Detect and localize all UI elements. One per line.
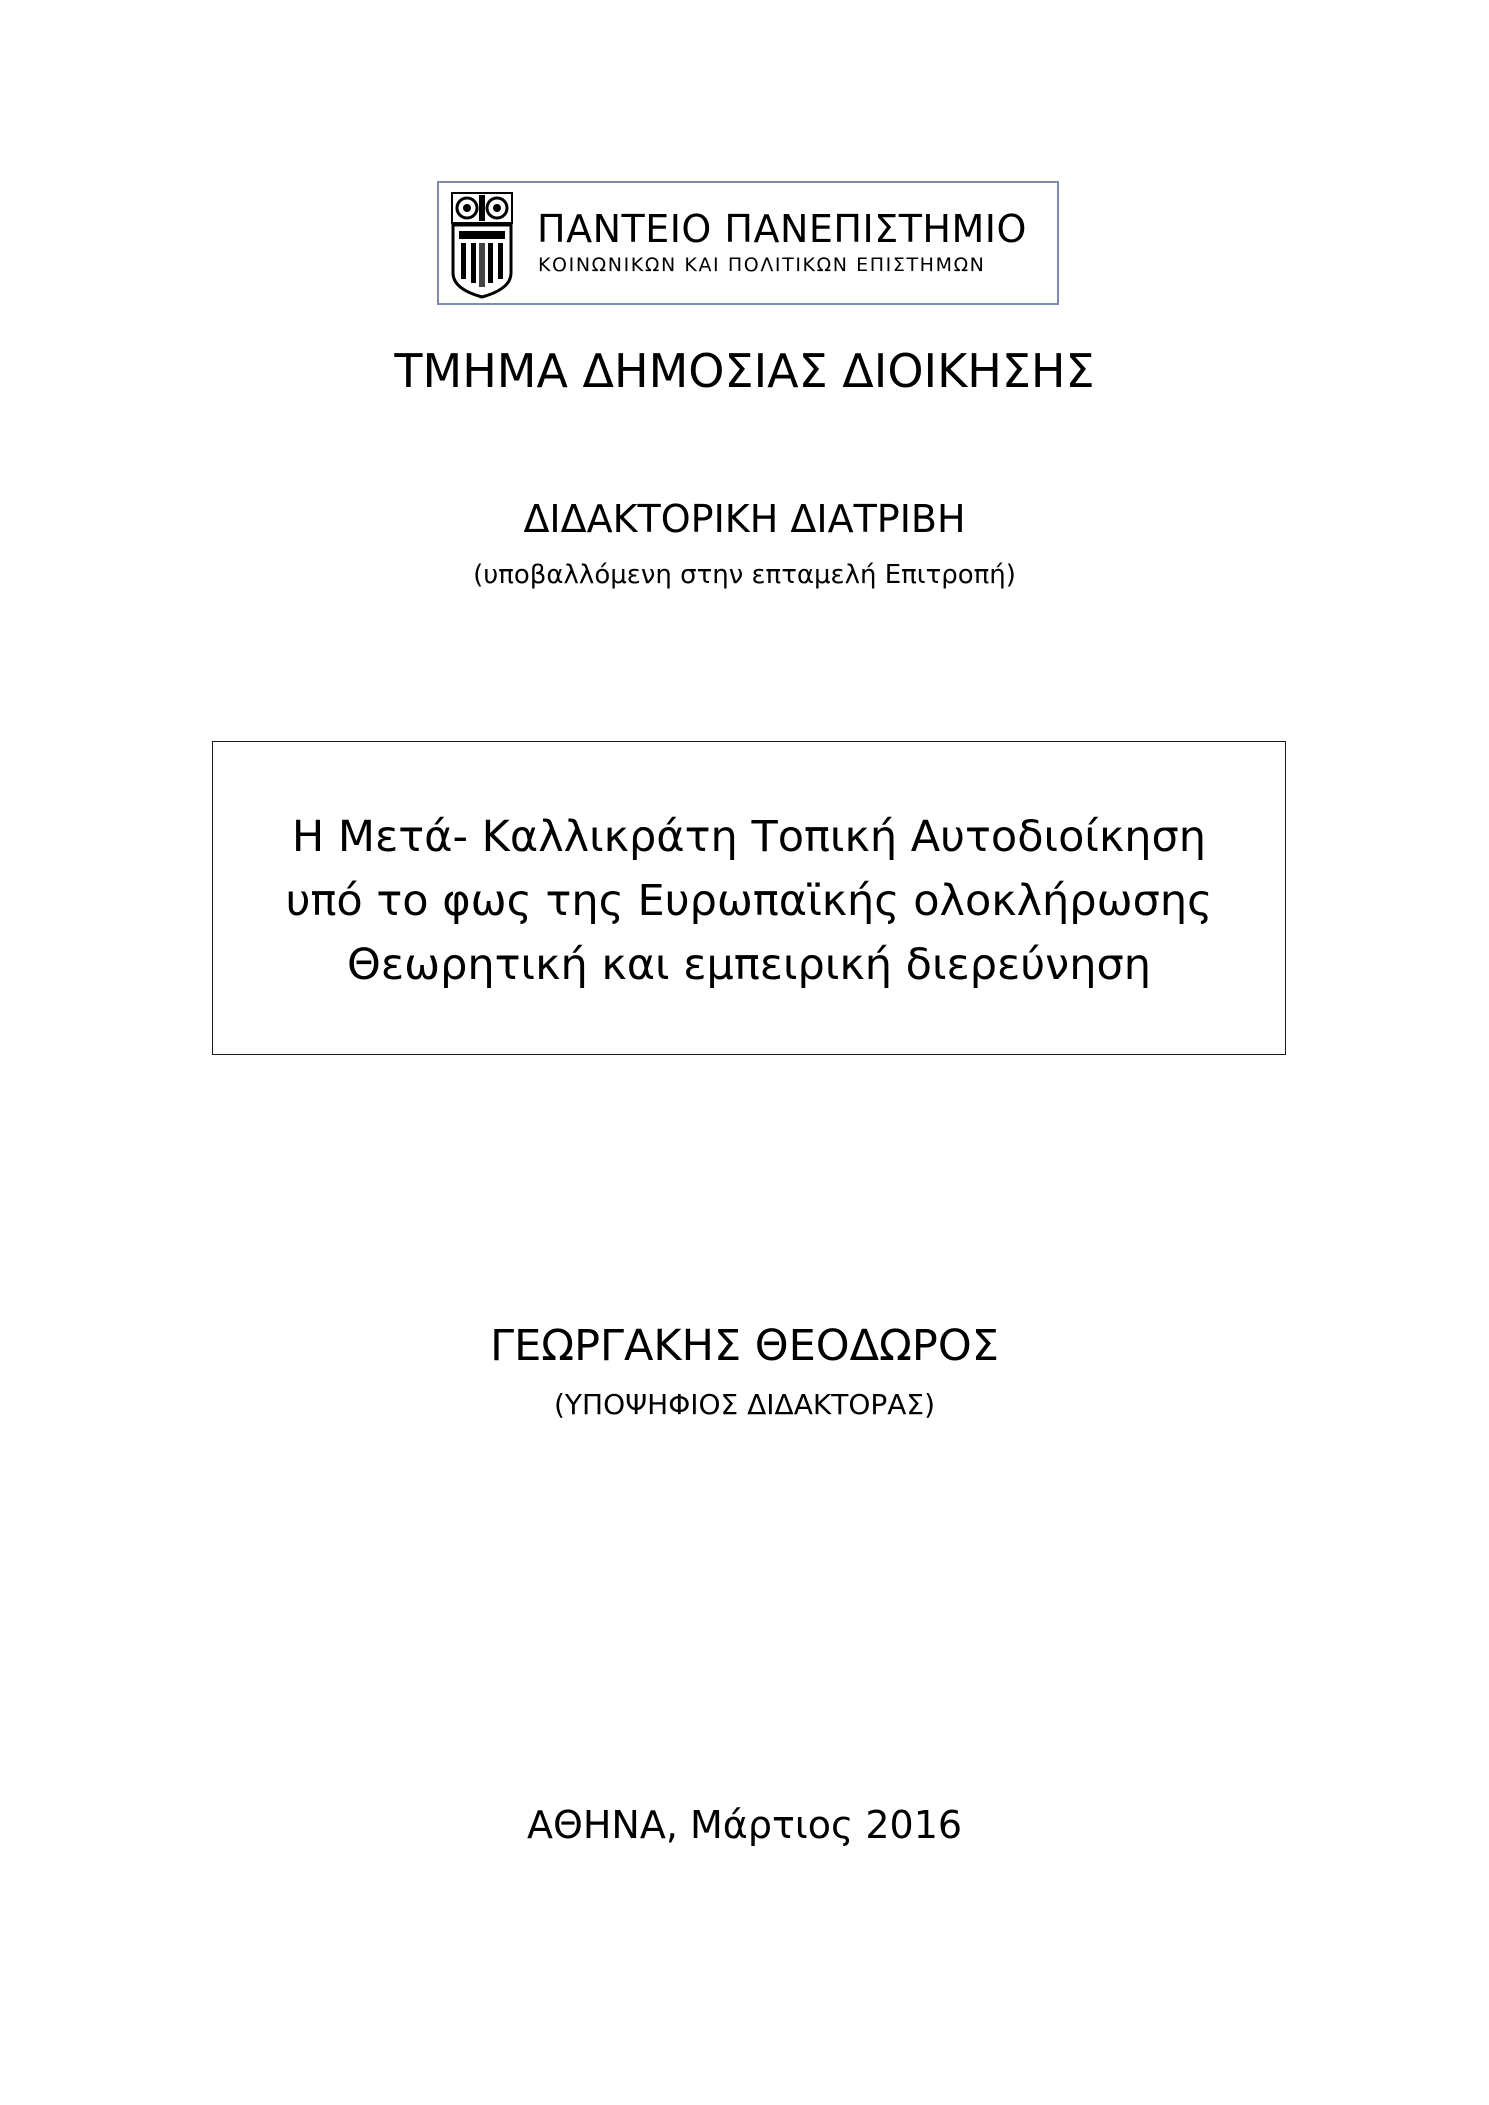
place-and-date: ΑΘΗΝΑ, Μάρτιος 2016 bbox=[526, 1803, 963, 1847]
document-note: (υποβαλλόμενη στην επταμελή Επιτροπή) bbox=[473, 560, 1016, 590]
thesis-title-line-1: Η Μετά- Καλλικράτη Τοπική Αυτοδιοίκηση bbox=[291, 812, 1207, 862]
author-role: (ΥΠΟΨΗΦΙΟΣ ΔΙΔΑΚΤΟΡΑΣ) bbox=[553, 1388, 936, 1421]
thesis-title-line-2: υπό το φως της Ευρωπαϊκής ολοκλήρωσης bbox=[285, 876, 1213, 926]
thesis-title-line-3: Θεωρητική και εμπειρική διερεύνηση bbox=[347, 940, 1151, 990]
author-name: ΓΕΩΡΓΑΚΗΣ ΘΕΟΔΩΡΟΣ bbox=[490, 1321, 999, 1371]
thesis-title-box bbox=[212, 741, 1286, 1055]
university-logo bbox=[437, 181, 1059, 305]
university-seal-icon bbox=[449, 191, 515, 299]
logo-university-subtitle: ΚΟΙΝΩΝΙΚΩΝ ΚΑΙ ΠΟΛΙΤΙΚΩΝ ΕΠΙΣΤΗΜΩΝ bbox=[538, 254, 986, 276]
logo-university-name: ΠΑΝΤΕΙΟ ΠΑΝΕΠΙΣΤΗΜΙΟ bbox=[537, 207, 1027, 251]
document-type: ΔΙΔΑΚΤΟΡΙΚΗ ΔΙΑΤΡΙΒΗ bbox=[523, 497, 966, 541]
department-heading: ΤΜΗΜΑ ΔΗΜΟΣΙΑΣ ΔΙΟΙΚΗΣΗΣ bbox=[394, 344, 1095, 398]
